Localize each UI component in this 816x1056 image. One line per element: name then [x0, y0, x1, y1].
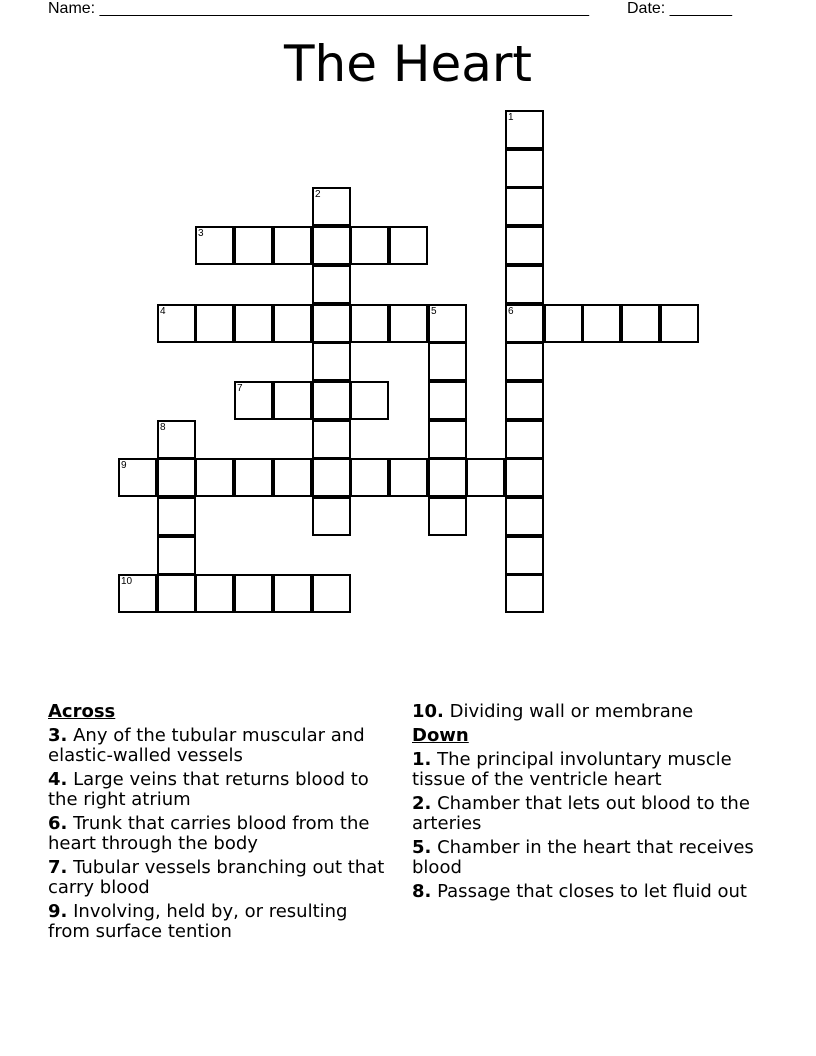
cell-number: 3: [198, 228, 204, 239]
grid-cell[interactable]: [195, 226, 234, 265]
cell-number: 10: [121, 576, 133, 587]
clue-down-1: [412, 750, 767, 790]
grid-cell[interactable]: [428, 304, 467, 343]
grid-cell[interactable]: [234, 226, 273, 265]
grid-cell[interactable]: [582, 304, 621, 343]
grid-cell[interactable]: [234, 304, 273, 343]
grid-cell[interactable]: [312, 304, 351, 343]
clue-across-10: [412, 702, 767, 722]
down-heading: Down: [412, 725, 469, 746]
clue-across-3: [48, 726, 393, 766]
clue-text: Tubular vessels branching out that carry blood: [48, 857, 385, 898]
grid-cell[interactable]: [505, 304, 544, 343]
grid-cell[interactable]: [312, 342, 351, 381]
grid-cell[interactable]: [428, 458, 467, 497]
page-title: The Heart: [283, 35, 533, 93]
grid-cell[interactable]: [389, 226, 428, 265]
clue-number: 7.: [48, 857, 68, 878]
clue-down-2: [412, 794, 767, 834]
grid-cell[interactable]: [505, 574, 544, 613]
grid-cell[interactable]: [350, 458, 389, 497]
grid-cell[interactable]: [273, 226, 312, 265]
clue-text: Dividing wall or membrane: [449, 701, 694, 722]
grid-cell[interactable]: [660, 304, 699, 343]
grid-cell[interactable]: [273, 304, 312, 343]
clue-text: Chamber in the heart that receives blood: [412, 837, 754, 878]
grid-cell[interactable]: [157, 458, 196, 497]
cell-number: 7: [237, 383, 243, 394]
grid-cell[interactable]: [234, 458, 273, 497]
grid-cell[interactable]: [389, 458, 428, 497]
clue-number: 10.: [412, 701, 444, 722]
clue-across-9: [48, 902, 393, 942]
grid-cell[interactable]: [312, 458, 351, 497]
grid-cell[interactable]: [428, 342, 467, 381]
grid-cell[interactable]: [157, 574, 196, 613]
clue-number: 5.: [412, 837, 432, 858]
grid-cell[interactable]: [505, 187, 544, 226]
cell-number: 8: [160, 422, 166, 433]
grid-cell[interactable]: [505, 497, 544, 536]
clue-down-8: [412, 882, 767, 902]
grid-cell[interactable]: [312, 265, 351, 304]
clue-number: 3.: [48, 725, 68, 746]
grid-cell[interactable]: [544, 304, 583, 343]
clue-text: Passage that closes to let fluid out: [437, 881, 747, 902]
clue-number: 9.: [48, 901, 68, 922]
date-field: Date: _______: [627, 0, 732, 17]
clue-number: 1.: [412, 749, 432, 770]
clue-across-4: [48, 770, 393, 810]
grid-cell[interactable]: [428, 497, 467, 536]
name-field: Name: _______________________________________________________: [48, 0, 589, 17]
grid-cell[interactable]: [466, 458, 505, 497]
clue-across-7: [48, 858, 393, 898]
clues-column-right: [412, 702, 767, 906]
clue-text: The principal involuntary muscle tissue of the ventricle heart: [412, 749, 732, 790]
grid-cell[interactable]: [505, 458, 544, 497]
cell-number: 6: [508, 306, 514, 317]
grid-cell[interactable]: [505, 342, 544, 381]
clue-across-6: [48, 814, 393, 854]
grid-cell[interactable]: [273, 574, 312, 613]
grid-cell[interactable]: [505, 226, 544, 265]
clue-text: Chamber that lets out blood to the arteries: [412, 793, 750, 834]
clue-text: Any of the tubular muscular and elastic-walled vessels: [48, 725, 365, 766]
clue-number: 8.: [412, 881, 432, 902]
grid-cell[interactable]: [195, 304, 234, 343]
clue-text: Trunk that carries blood from the heart through the body: [48, 813, 370, 854]
grid-cell[interactable]: [621, 304, 660, 343]
grid-cell[interactable]: [505, 265, 544, 304]
grid-cell[interactable]: [350, 226, 389, 265]
grid-cell[interactable]: [312, 497, 351, 536]
grid-cell[interactable]: [118, 458, 157, 497]
grid-cell[interactable]: [157, 304, 196, 343]
grid-cell[interactable]: [505, 110, 544, 149]
grid-cell[interactable]: [312, 187, 351, 226]
clue-number: 4.: [48, 769, 68, 790]
across-heading: Across: [48, 701, 116, 722]
cell-number: 9: [121, 460, 127, 471]
clues-column-left: [48, 702, 393, 946]
grid-cell[interactable]: [195, 574, 234, 613]
grid-cell[interactable]: [312, 574, 351, 613]
cell-number: 5: [431, 306, 437, 317]
grid-cell[interactable]: [234, 381, 273, 420]
clue-text: Large veins that returns blood to the right atrium: [48, 769, 369, 810]
grid-cell[interactable]: [234, 574, 273, 613]
clue-number: 6.: [48, 813, 68, 834]
grid-cell[interactable]: [118, 574, 157, 613]
grid-cell[interactable]: [157, 536, 196, 575]
cell-number: 2: [315, 189, 321, 200]
clue-text: Involving, held by, or resulting from surface tention: [48, 901, 348, 942]
grid-cell[interactable]: [157, 420, 196, 459]
grid-cell[interactable]: [273, 458, 312, 497]
grid-cell[interactable]: [195, 458, 234, 497]
clue-number: 2.: [412, 793, 432, 814]
grid-cell[interactable]: [312, 420, 351, 459]
grid-cell[interactable]: [428, 381, 467, 420]
grid-cell[interactable]: [505, 420, 544, 459]
grid-cell[interactable]: [273, 381, 312, 420]
grid-cell[interactable]: [428, 420, 467, 459]
grid-cell[interactable]: [505, 536, 544, 575]
grid-cell[interactable]: [350, 304, 389, 343]
grid-cell[interactable]: [312, 226, 351, 265]
clue-down-5: [412, 838, 767, 878]
grid-cell[interactable]: [157, 497, 196, 536]
cell-number: 1: [508, 112, 514, 123]
grid-cell[interactable]: [350, 381, 389, 420]
cell-number: 4: [160, 306, 166, 317]
grid-cell[interactable]: [505, 149, 544, 188]
grid-cell[interactable]: [505, 381, 544, 420]
grid-cell[interactable]: [312, 381, 351, 420]
grid-cell[interactable]: [389, 304, 428, 343]
